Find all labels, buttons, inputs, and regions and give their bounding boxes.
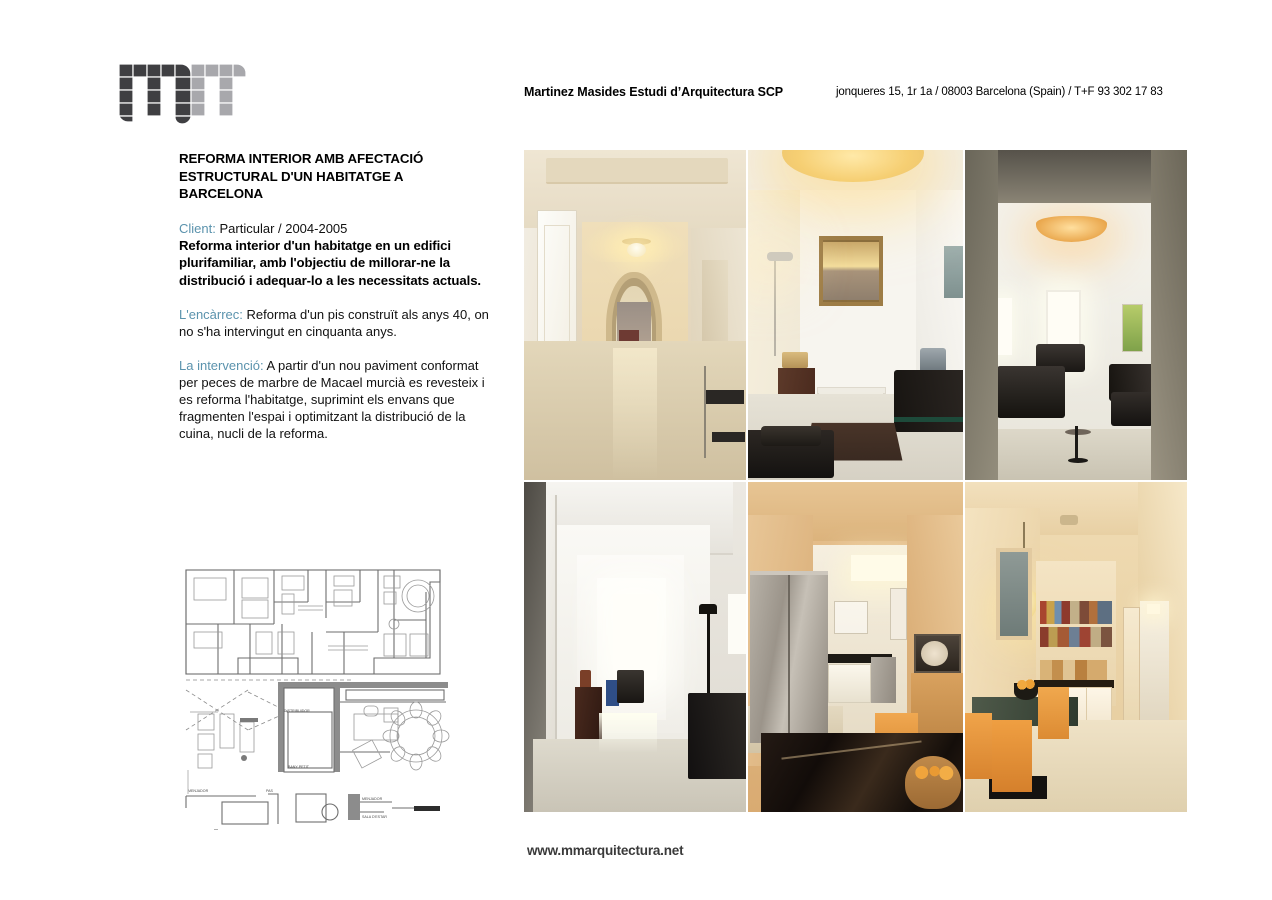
doorframe-sofa-left [997, 366, 1065, 417]
living-cushion [761, 426, 821, 446]
kitchen-oranges [911, 759, 954, 785]
page-title: REFORMA INTERIOR AMB AFECTACIÓ ESTRUCTURAL D'UN HABITATGE A BARCELONA [179, 151, 424, 201]
hallway-ceiling-bulb [627, 243, 646, 257]
plan-label-bany: BANY PETIT [288, 765, 309, 769]
living-right-window [944, 246, 963, 298]
kitchen-fridge [750, 571, 827, 743]
doorframe-side-table-base [1068, 458, 1087, 463]
dining-bookshelf-lower [1040, 627, 1111, 647]
intervention-paragraph [179, 357, 489, 442]
dining-hallway-light [1147, 604, 1160, 614]
mm-logo[interactable] [117, 62, 249, 124]
brief-label: L'encàrrec: [179, 307, 243, 322]
mm-logo-icon [117, 62, 249, 124]
kitchen-base-cabinets [828, 664, 871, 704]
dining-oranges [1016, 677, 1036, 690]
brief-text: Reforma d'un pis construït als anys 40, on no s'ha intervingut en cinquanta anys. [179, 307, 489, 339]
dining-chair-front [992, 720, 1032, 793]
doorframe-artwork [1122, 304, 1143, 352]
enfilade-right-window [728, 594, 746, 653]
plan-label-menjador: MENJADOR [188, 789, 209, 793]
intervention-text: A partir d'un nou paviment conformat per peces de marbre de Macael murcià es revesteix i es reforma l'habitatge, suprimint els envans que fragmenten l'espai i optimitzant la distribució de la cuina, nucli de la reforma. [179, 358, 485, 441]
dining-ceiling-mount [1060, 515, 1078, 525]
photo-kitchen[interactable] [748, 482, 963, 812]
client-label: Client: [179, 220, 216, 236]
photo-dining[interactable] [965, 482, 1187, 812]
kitchen-dishwasher [871, 657, 897, 703]
living-table-lamp [920, 348, 946, 370]
plan-label-sala-top: MENJADOR [362, 797, 383, 801]
doorframe-jamb-right [1151, 150, 1187, 480]
plan-label-pas: PAS [266, 789, 273, 793]
studio-address: jonqueres 15, 1r 1a / 08003 Barcelona (Spain) / T+F 93 302 17 83 [836, 86, 1163, 98]
kitchen-ceiling-panel-light [851, 555, 907, 581]
project-photo-grid [524, 150, 1187, 812]
enfilade-dark-furniture [688, 693, 746, 779]
enfilade-sunlight-patch [599, 713, 657, 753]
photo-living-fireplace[interactable] [748, 150, 963, 480]
hallway-floor-reflection [613, 348, 657, 480]
living-decor-objects [782, 352, 808, 368]
floor-plan-drawings[interactable] [178, 562, 456, 830]
doorframe-inner-room [994, 196, 1156, 480]
living-mirror-glass [823, 242, 879, 300]
intervention-label: La intervenció: [179, 358, 264, 373]
photo-white-enfilade[interactable] [524, 482, 746, 812]
doorframe-ottoman [1111, 392, 1153, 426]
photo-living-doorframe[interactable] [965, 150, 1187, 480]
dining-bookshelf-upper [1040, 601, 1111, 624]
kitchen-window [890, 588, 907, 641]
dining-shelf-objects [1040, 660, 1107, 680]
doorframe-jamb-left [965, 150, 998, 480]
studio-name: Martinez Masides Estudi d’Arquitectura SCP [524, 85, 784, 99]
brief-paragraph [179, 306, 489, 340]
dining-chair-back [1038, 687, 1069, 740]
living-leather-sofa [894, 370, 963, 432]
kitchen-glass-shelf [834, 601, 868, 634]
website-link[interactable]: www.mmarquitectura.net [527, 843, 684, 858]
kitchen-side-table [911, 673, 963, 739]
project-info-column [179, 150, 489, 442]
enfilade-dark-chair [617, 670, 644, 703]
photo-hallway-arch[interactable] [524, 150, 746, 480]
dining-window-mirror [996, 548, 1032, 640]
enfilade-torch-lamp-stem [707, 607, 710, 693]
doorframe-side-table-top [1065, 429, 1091, 435]
project-summary: Reforma interior d'un habitatge en un edifici plurifamiliar, amb l'objectiu de millorar-ne la distribució i adequar-lo a les necessitats actuals. [179, 237, 481, 288]
floor-plan-icon [178, 562, 456, 830]
hallway-cornice [546, 158, 728, 184]
enfilade-window [613, 594, 657, 680]
living-floor-lamp-stem [774, 258, 776, 356]
enfilade-vase [580, 670, 591, 687]
enfilade-torch-lamp-head [699, 604, 717, 614]
dining-hallway-view [1140, 601, 1169, 740]
client-paragraph [179, 220, 489, 290]
plan-label-sala: SALA D'ESTAR [362, 815, 387, 819]
hallway-chair [704, 366, 744, 458]
dining-chair-left [965, 713, 992, 779]
kitchen-retro-tv [914, 634, 961, 674]
doorframe-side-table-stem [1075, 426, 1078, 460]
plan-label-distribuidor: DISTRIBUIDOR [284, 709, 310, 713]
living-floor-lamp-head [767, 252, 793, 261]
client-value: Particular / 2004-2005 [219, 220, 348, 236]
